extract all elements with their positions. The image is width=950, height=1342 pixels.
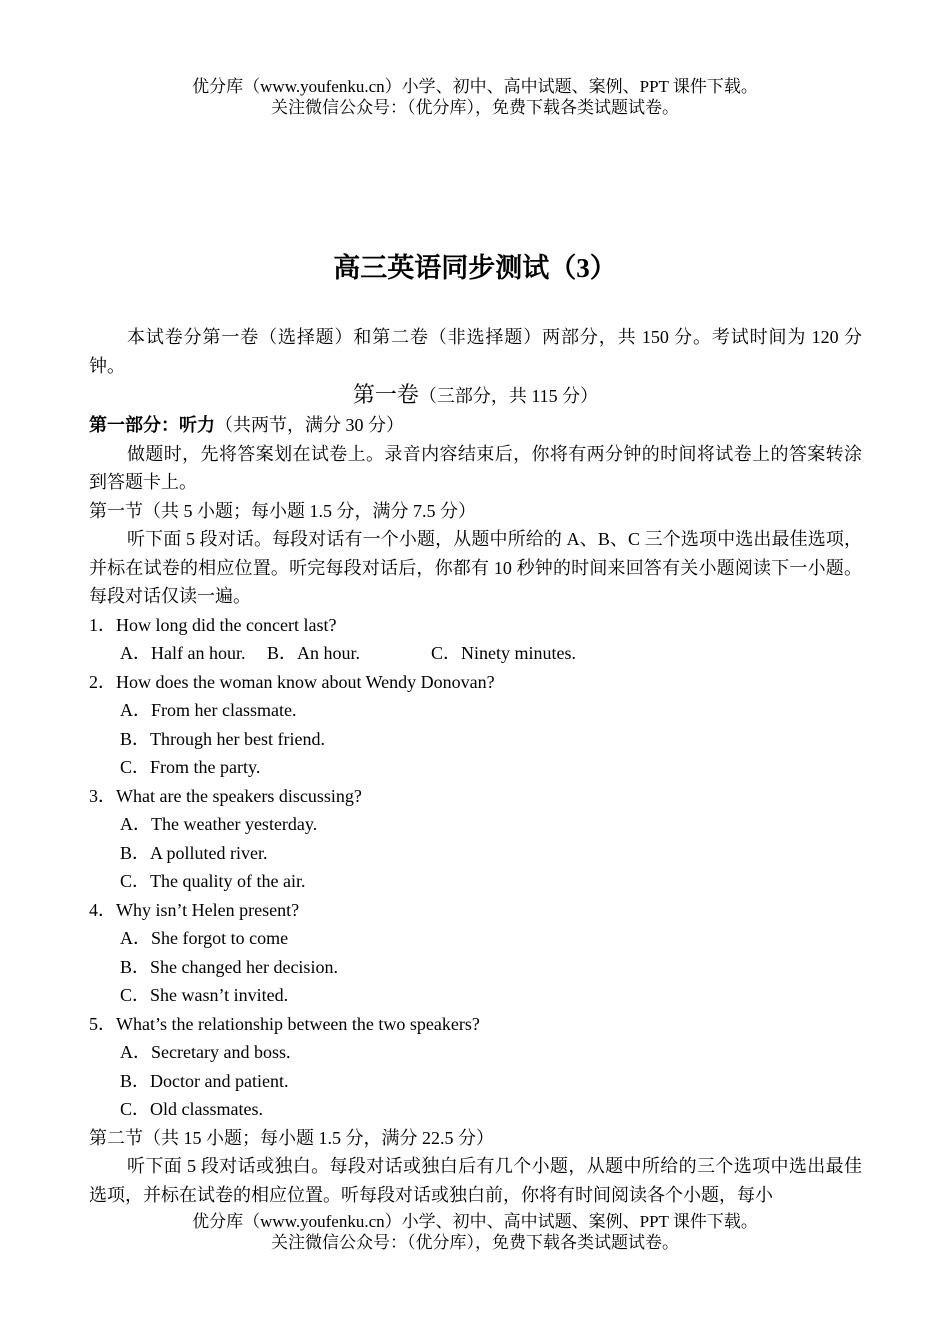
option-a: A．She forgot to come <box>120 928 289 948</box>
question-stem: 1．How long did the concert last? <box>89 614 337 635</box>
option-b: B．Doctor and patient. <box>120 1070 289 1091</box>
section-2-title: 第二节（共 15 小题；每小题 1.5 分，满分 22.5 分） <box>89 1127 494 1148</box>
section-1-instruction: 听下面 5 段对话。每段对话有一个小题，从题中所给的 A、B、C 三个选项中选出最佳选项，并标在试卷的相应位置。听完每段对话后，你都有 10 秒钟的时间来回答有关小题阅读下一小题。每段对话仅读一遍。 <box>89 529 862 606</box>
question-options-row <box>89 639 862 668</box>
part-note: （共两节，满分 30 分） <box>215 415 404 435</box>
option-a: A．The weather yesterday. <box>120 814 318 834</box>
part-heading <box>89 411 862 440</box>
page-title: 高三英语同步测试（3） <box>333 253 617 283</box>
page-footer <box>0 1211 950 1253</box>
option-b: B．A polluted river. <box>120 842 268 863</box>
page-header <box>0 76 950 118</box>
option-c: C．Ninety minutes. <box>431 643 576 663</box>
part-instruction: 做题时，先将答案划在试卷上。录音内容结束后，你将有两分钟的时间将试卷上的答案转涂到答题卡上。 <box>89 443 862 492</box>
volume-heading <box>89 380 862 411</box>
option-c: C．The quality of the air. <box>120 871 306 891</box>
footer-line-2: 关注微信公众号：（优分库），免费下载各类试题试卷。 <box>271 1233 679 1252</box>
option-c: C．Old classmates. <box>120 1099 263 1119</box>
question-stem: 4．Why isn’t Helen present? <box>89 899 300 920</box>
part-title: 第一部分：听力 <box>89 415 215 435</box>
volume-note: （三部分，共 115 分） <box>418 386 599 406</box>
option-b: B．She changed her decision. <box>120 956 338 977</box>
option-c: C．From the party. <box>120 757 261 777</box>
question-stem: 2．How does the woman know about Wendy Donovan? <box>89 671 495 692</box>
header-line-2: 关注微信公众号：（优分库），免费下载各类试题试卷。 <box>271 98 679 117</box>
question-stem: 5．What’s the relationship between the two speakers? <box>89 1013 480 1034</box>
option-c: C．She wasn’t invited. <box>120 985 289 1005</box>
header-line-1: 优分库（www.youfenku.cn）小学、初中、高中试题、案例、PPT 课件下载。 <box>192 77 758 96</box>
option-a: A．From her classmate. <box>120 700 297 720</box>
option-b: B．An hour. <box>267 643 361 663</box>
section-1-title: 第一节（共 5 小题；每小题 1.5 分，满分 7.5 分） <box>89 500 476 521</box>
option-a: A．Half an hour. <box>120 643 246 663</box>
option-a: A．Secretary and boss. <box>120 1042 291 1062</box>
footer-line-1: 优分库（www.youfenku.cn）小学、初中、高中试题、案例、PPT 课件下载。 <box>192 1212 758 1231</box>
volume-title: 第一卷 <box>352 382 419 407</box>
question-stem: 3．What are the speakers discussing? <box>89 785 362 806</box>
option-b: B．Through her best friend. <box>120 728 325 749</box>
section-2-instruction: 听下面 5 段对话或独白。每段对话或独白后有几个小题，从题中所给的三个选项中选出最佳选项，并标在试卷的相应位置。听每段对话或独白前，你将有时间阅读各个小题，每小 <box>89 1156 862 1205</box>
exam-intro: 本试卷分第一卷（选择题）和第二卷（非选择题）两部分，共 150 分。考试时间为 120 分钟。 <box>89 327 862 376</box>
exam-body <box>89 323 862 1209</box>
